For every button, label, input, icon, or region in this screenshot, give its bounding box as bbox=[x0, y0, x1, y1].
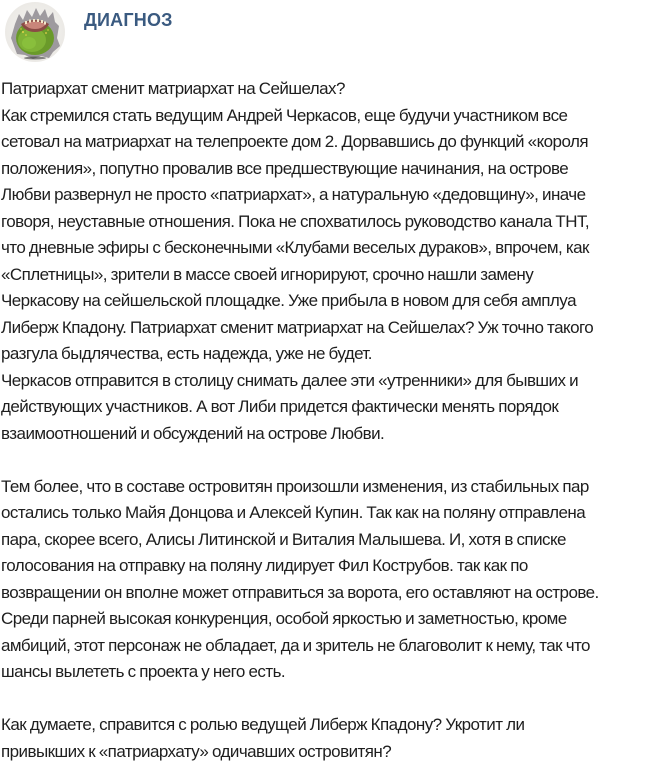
text-line: говоря, неуставные отношения. Пока не спохватилось руководство канала ТНТ, bbox=[1, 209, 666, 236]
text-line: амбиций, этот персонаж не обладает, да и зритель не благоволит к нему, так что bbox=[1, 633, 666, 660]
text-line: Черкасову на сейшельской площадке. Уже прибыла в новом для себя амплуа bbox=[1, 288, 666, 315]
avatar[interactable] bbox=[5, 2, 65, 62]
post-header bbox=[0, 0, 670, 70]
text-line: шансы вылететь с проекта у него есть. bbox=[1, 659, 666, 686]
text-line: Патриархат сменит матриархат на Сейшелах? bbox=[1, 76, 666, 103]
text-line: пара, скорее всего, Алисы Литинской и Виталия Малышева. И, хотя в списке bbox=[1, 527, 666, 554]
paragraph-spacer bbox=[1, 686, 666, 713]
text-line: Черкасов отправится в столицу снимать далее эти «утренники» для бывших и bbox=[1, 368, 666, 395]
text-line: «Сплетницы», зрители в массе своей игнорируют, срочно нашли замену bbox=[1, 262, 666, 289]
text-line: остались только Майя Донцова и Алексей Купин. Так как на поляну отправлена bbox=[1, 500, 666, 527]
text-line: Как стремился стать ведущим Андрей Черкасов, еще будучи участником все bbox=[1, 103, 666, 130]
text-line: взаимоотношений и обсуждений на острове Любви. bbox=[1, 421, 666, 448]
text-line: сетовал на матриархат на телепроекте дом 2. Дорвавшись до функций «короля bbox=[1, 129, 666, 156]
text-line: привыкших к «патриархату» одичавших островитян? bbox=[1, 739, 666, 765]
text-line: Либерж Кпадону. Патриархат сменит матриархат на Сейшелах? Уж точно такого bbox=[1, 315, 666, 342]
text-line: действующих участников. А вот Либи придется фактически менять порядок bbox=[1, 394, 666, 421]
author-name-link[interactable]: ДИАГНОЗ bbox=[84, 9, 173, 31]
text-line: что дневные эфиры с бесконечными «Клубами веселых дураков», впрочем, как bbox=[1, 235, 666, 262]
text-line: Тем более, что в составе островитян произошли изменения, из стабильных пар bbox=[1, 474, 666, 501]
text-line: положения», попутно провалив все предшествующие начинания, на острове bbox=[1, 156, 666, 183]
text-line: голосования на отправку на поляну лидирует Фил Кострубов. так как по bbox=[1, 553, 666, 580]
green-creature-avatar-icon bbox=[5, 2, 65, 62]
text-line: Любви развернул не просто «патриархат», а натуральную «дедовщину», иначе bbox=[1, 182, 666, 209]
text-line: Среди парней высокая конкуренция, особой яркостью и заметностью, кроме bbox=[1, 606, 666, 633]
text-line: возвращении он вполне может отправиться за ворота, его оставляют на острове. bbox=[1, 580, 666, 607]
text-line: Как думаете, справится с ролью ведущей Либерж Кпадону? Укротит ли bbox=[1, 712, 666, 739]
paragraph-spacer bbox=[1, 447, 666, 474]
post-text bbox=[1, 76, 666, 765]
text-line: разгула быдлячества, есть надежда, уже не будет. bbox=[1, 341, 666, 368]
